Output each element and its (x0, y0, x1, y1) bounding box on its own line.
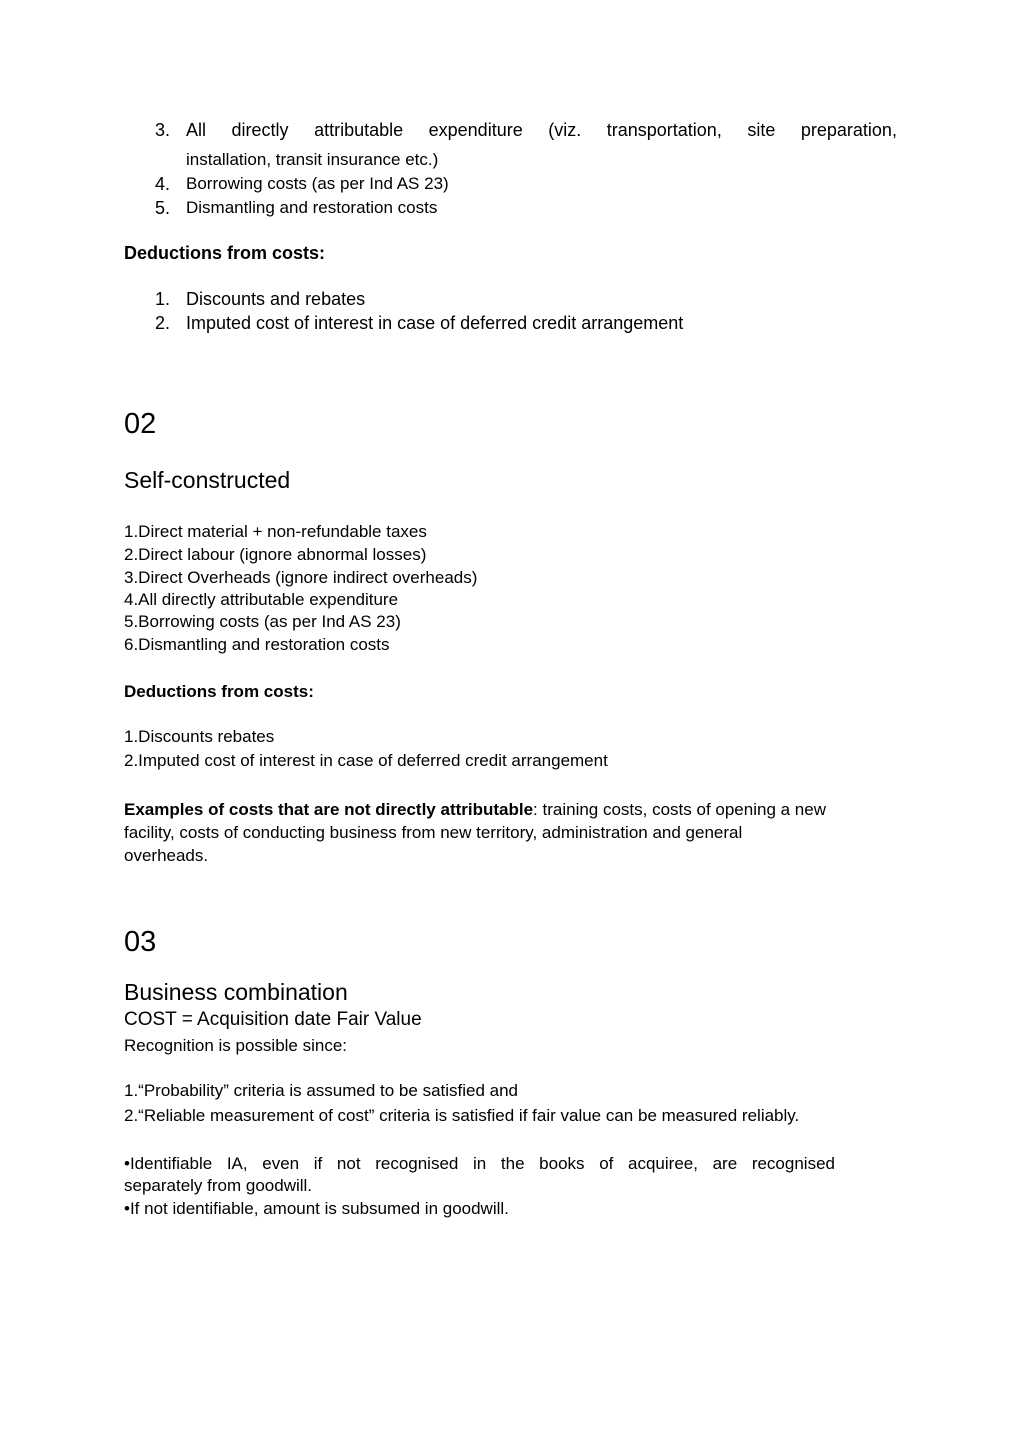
word: in (473, 1154, 487, 1173)
section-number: 03 (124, 926, 157, 958)
recognition-text: Recognition is possible since: (124, 1036, 348, 1055)
list-item: 1.“Probability” criteria is assumed to be satisfied and (124, 1081, 519, 1100)
examples-label: Examples of costs that are not directly attributable (124, 800, 534, 819)
word: directly (231, 120, 289, 140)
word: IA, (226, 1154, 248, 1173)
deductions-heading: Deductions from costs: (124, 682, 314, 701)
word: (viz. (548, 120, 582, 140)
examples-text: : training costs, costs of opening a new (533, 800, 826, 819)
word: attributable (314, 120, 404, 140)
list-item: 4.All directly attributable expenditure (124, 590, 399, 609)
list-item: 1.Direct material + non-refundable taxes (124, 522, 427, 541)
word: even (262, 1154, 300, 1173)
section-title: Self-constructed (124, 467, 291, 493)
list-item-text: Borrowing costs (as per Ind AS 23) (186, 174, 449, 193)
list-item-text: Discounts and rebates (186, 289, 366, 309)
list-item-text-continuation: installation, transit insurance etc.) (186, 150, 439, 169)
examples-line: facility, costs of conducting business from new territory, administration and general (124, 823, 743, 842)
word: are (712, 1154, 738, 1173)
list-item: 2.“Reliable measurement of cost” criteria is satisfied if fair value can be measured reliably. (124, 1106, 800, 1125)
list-number: 5. (154, 198, 170, 218)
word: not (336, 1154, 361, 1173)
bullet-item: •If not identifiable, amount is subsumed in goodwill. (124, 1199, 509, 1218)
list-item: 2.Imputed cost of interest in case of deferred credit arrangement (124, 751, 608, 770)
examples-line (124, 799, 826, 821)
list-item: 3.Direct Overheads (ignore indirect overheads) (124, 568, 478, 587)
list-item-text-line (186, 119, 897, 141)
examples-line: overheads. (124, 846, 209, 865)
list-item: 5.Borrowing costs (as per Ind AS 23) (124, 612, 401, 631)
word: site (747, 120, 776, 140)
list-item-text: Dismantling and restoration costs (186, 198, 438, 217)
word: acquiree, (628, 1154, 698, 1173)
word: expenditure (428, 120, 523, 140)
list-item: 6.Dismantling and restoration costs (124, 635, 390, 654)
word: All (186, 120, 207, 140)
list-number: 2. (154, 313, 170, 333)
list-number: 1. (154, 289, 170, 309)
bullet-continuation: separately from goodwill. (124, 1176, 313, 1195)
list-item-text: Imputed cost of interest in case of deferred credit arrangement (186, 313, 684, 333)
word: recognised (375, 1154, 459, 1173)
section-number: 02 (124, 408, 157, 440)
list-item: 1.Discounts rebates (124, 727, 275, 746)
word: transportation, (606, 120, 722, 140)
bullet-line (124, 1153, 835, 1175)
section-title: Business combination (124, 979, 348, 1005)
cost-formula: COST = Acquisition date Fair Value (124, 1009, 422, 1030)
word: of (599, 1154, 614, 1173)
list-number: 3. (154, 120, 170, 140)
word: the (500, 1154, 525, 1173)
word: •Identifiable (124, 1154, 213, 1173)
word: recognised (751, 1154, 835, 1173)
word: preparation, (800, 120, 897, 140)
deductions-heading: Deductions from costs: (124, 243, 326, 263)
list-number: 4. (154, 174, 170, 194)
list-item: 2.Direct labour (ignore abnormal losses) (124, 545, 427, 564)
word: if (313, 1154, 323, 1173)
word: books (539, 1154, 585, 1173)
